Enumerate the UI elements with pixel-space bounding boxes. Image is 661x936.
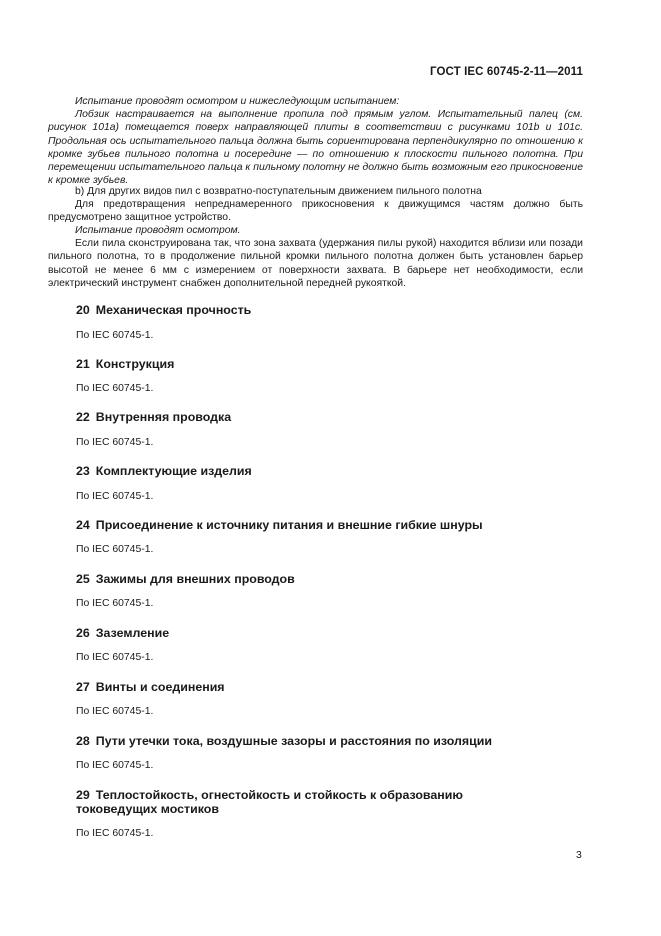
section-number: 24	[76, 518, 90, 532]
section-title: Теплостойкость, огнестойкость и стойкость к образованию токоведущих мостиков	[76, 788, 463, 816]
section-number: 25	[76, 572, 90, 586]
section-number: 26	[76, 626, 90, 640]
section-28-heading	[76, 734, 576, 748]
section-27-heading	[76, 680, 576, 694]
section-28-body: По IEC 60745-1.	[76, 760, 154, 771]
section-title: Механическая прочность	[95, 303, 252, 317]
section-23-body: По IEC 60745-1.	[76, 491, 154, 502]
section-26-heading	[76, 626, 576, 640]
intro-paragraph-2: Лобзик настраивается на выполнение пропила под прямым углом. Испытательный палец (см. рисунок 101а) помещается поверх направляющей плиты в соответствии с рисунками 101b и 101с. Продольная ось испытательного пальца должна быть сориентирована перпендикулярно по отношению к кромке зубьев пильного полотна и посередине — по отношению к плоскости пильного полотна. При перемещении испытательного пальца к пильному полотну не должно быть возможным его прикосновение к кромке зубьев.	[48, 109, 583, 187]
section-title: Пути утечки тока, воздушные зазоры и расстояния по изоляции	[95, 734, 492, 748]
section-title: Винты и соединения	[95, 680, 225, 694]
section-21-body: По IEC 60745-1.	[76, 383, 154, 394]
section-22-heading	[76, 410, 576, 424]
section-title: Внутренняя проводка	[95, 410, 232, 424]
section-24-heading	[76, 518, 576, 532]
document-header: ГОСТ IEC 60745-2-11—2011	[430, 66, 583, 78]
section-27-body: По IEC 60745-1.	[76, 706, 154, 717]
section-22-body: По IEC 60745-1.	[76, 437, 154, 448]
section-title: Комплектующие изделия	[95, 464, 252, 478]
section-21-heading	[76, 357, 576, 371]
section-29-body: По IEC 60745-1.	[76, 828, 154, 839]
section-number: 22	[76, 410, 90, 424]
intro-paragraph-5: Испытание проводят осмотром.	[75, 225, 241, 236]
section-number: 27	[76, 680, 90, 694]
page-number: 3	[576, 850, 582, 861]
section-number: 20	[76, 303, 90, 317]
section-26-body: По IEC 60745-1.	[76, 652, 154, 663]
section-title: Присоединение к источнику питания и внешние гибкие шнуры	[95, 518, 483, 532]
section-number: 28	[76, 734, 90, 748]
intro-paragraph-1: Испытание проводят осмотром и нижеследующим испытанием:	[75, 96, 400, 107]
section-25-heading	[76, 572, 576, 586]
intro-paragraph-6: Если пила сконструирована так, что зона захвата (удержания пилы рукой) находится вблизи или позади пильного полотна, то в продолжение пильной кромки пильного полотна должен быть установлен барьер высотой не менее 6 мм с измерением от поверхности захвата. В барьере нет необходимости, если электрический инструмент снабжен дополнительной передней рукояткой.	[48, 238, 583, 289]
section-23-heading	[76, 464, 576, 478]
section-number: 29	[76, 788, 90, 802]
section-20-body: По IEC 60745-1.	[76, 330, 154, 341]
section-title: Заземление	[95, 626, 170, 640]
section-title: Зажимы для внешних проводов	[95, 572, 295, 586]
section-number: 23	[76, 464, 90, 478]
section-24-body: По IEC 60745-1.	[76, 544, 154, 555]
section-title: Конструкция	[95, 357, 175, 371]
section-25-body: По IEC 60745-1.	[76, 598, 154, 609]
section-number: 21	[76, 357, 90, 371]
intro-paragraph-4: Для предотвращения непреднамеренного прикосновения к движущимся частям должно быть предусмотрено защитное устройство.	[48, 199, 583, 224]
section-29-heading	[76, 788, 516, 816]
section-20-heading	[76, 303, 576, 317]
intro-paragraph-3: b) Для других видов пил с возвратно-поступательным движением пильного полотна	[75, 186, 482, 197]
